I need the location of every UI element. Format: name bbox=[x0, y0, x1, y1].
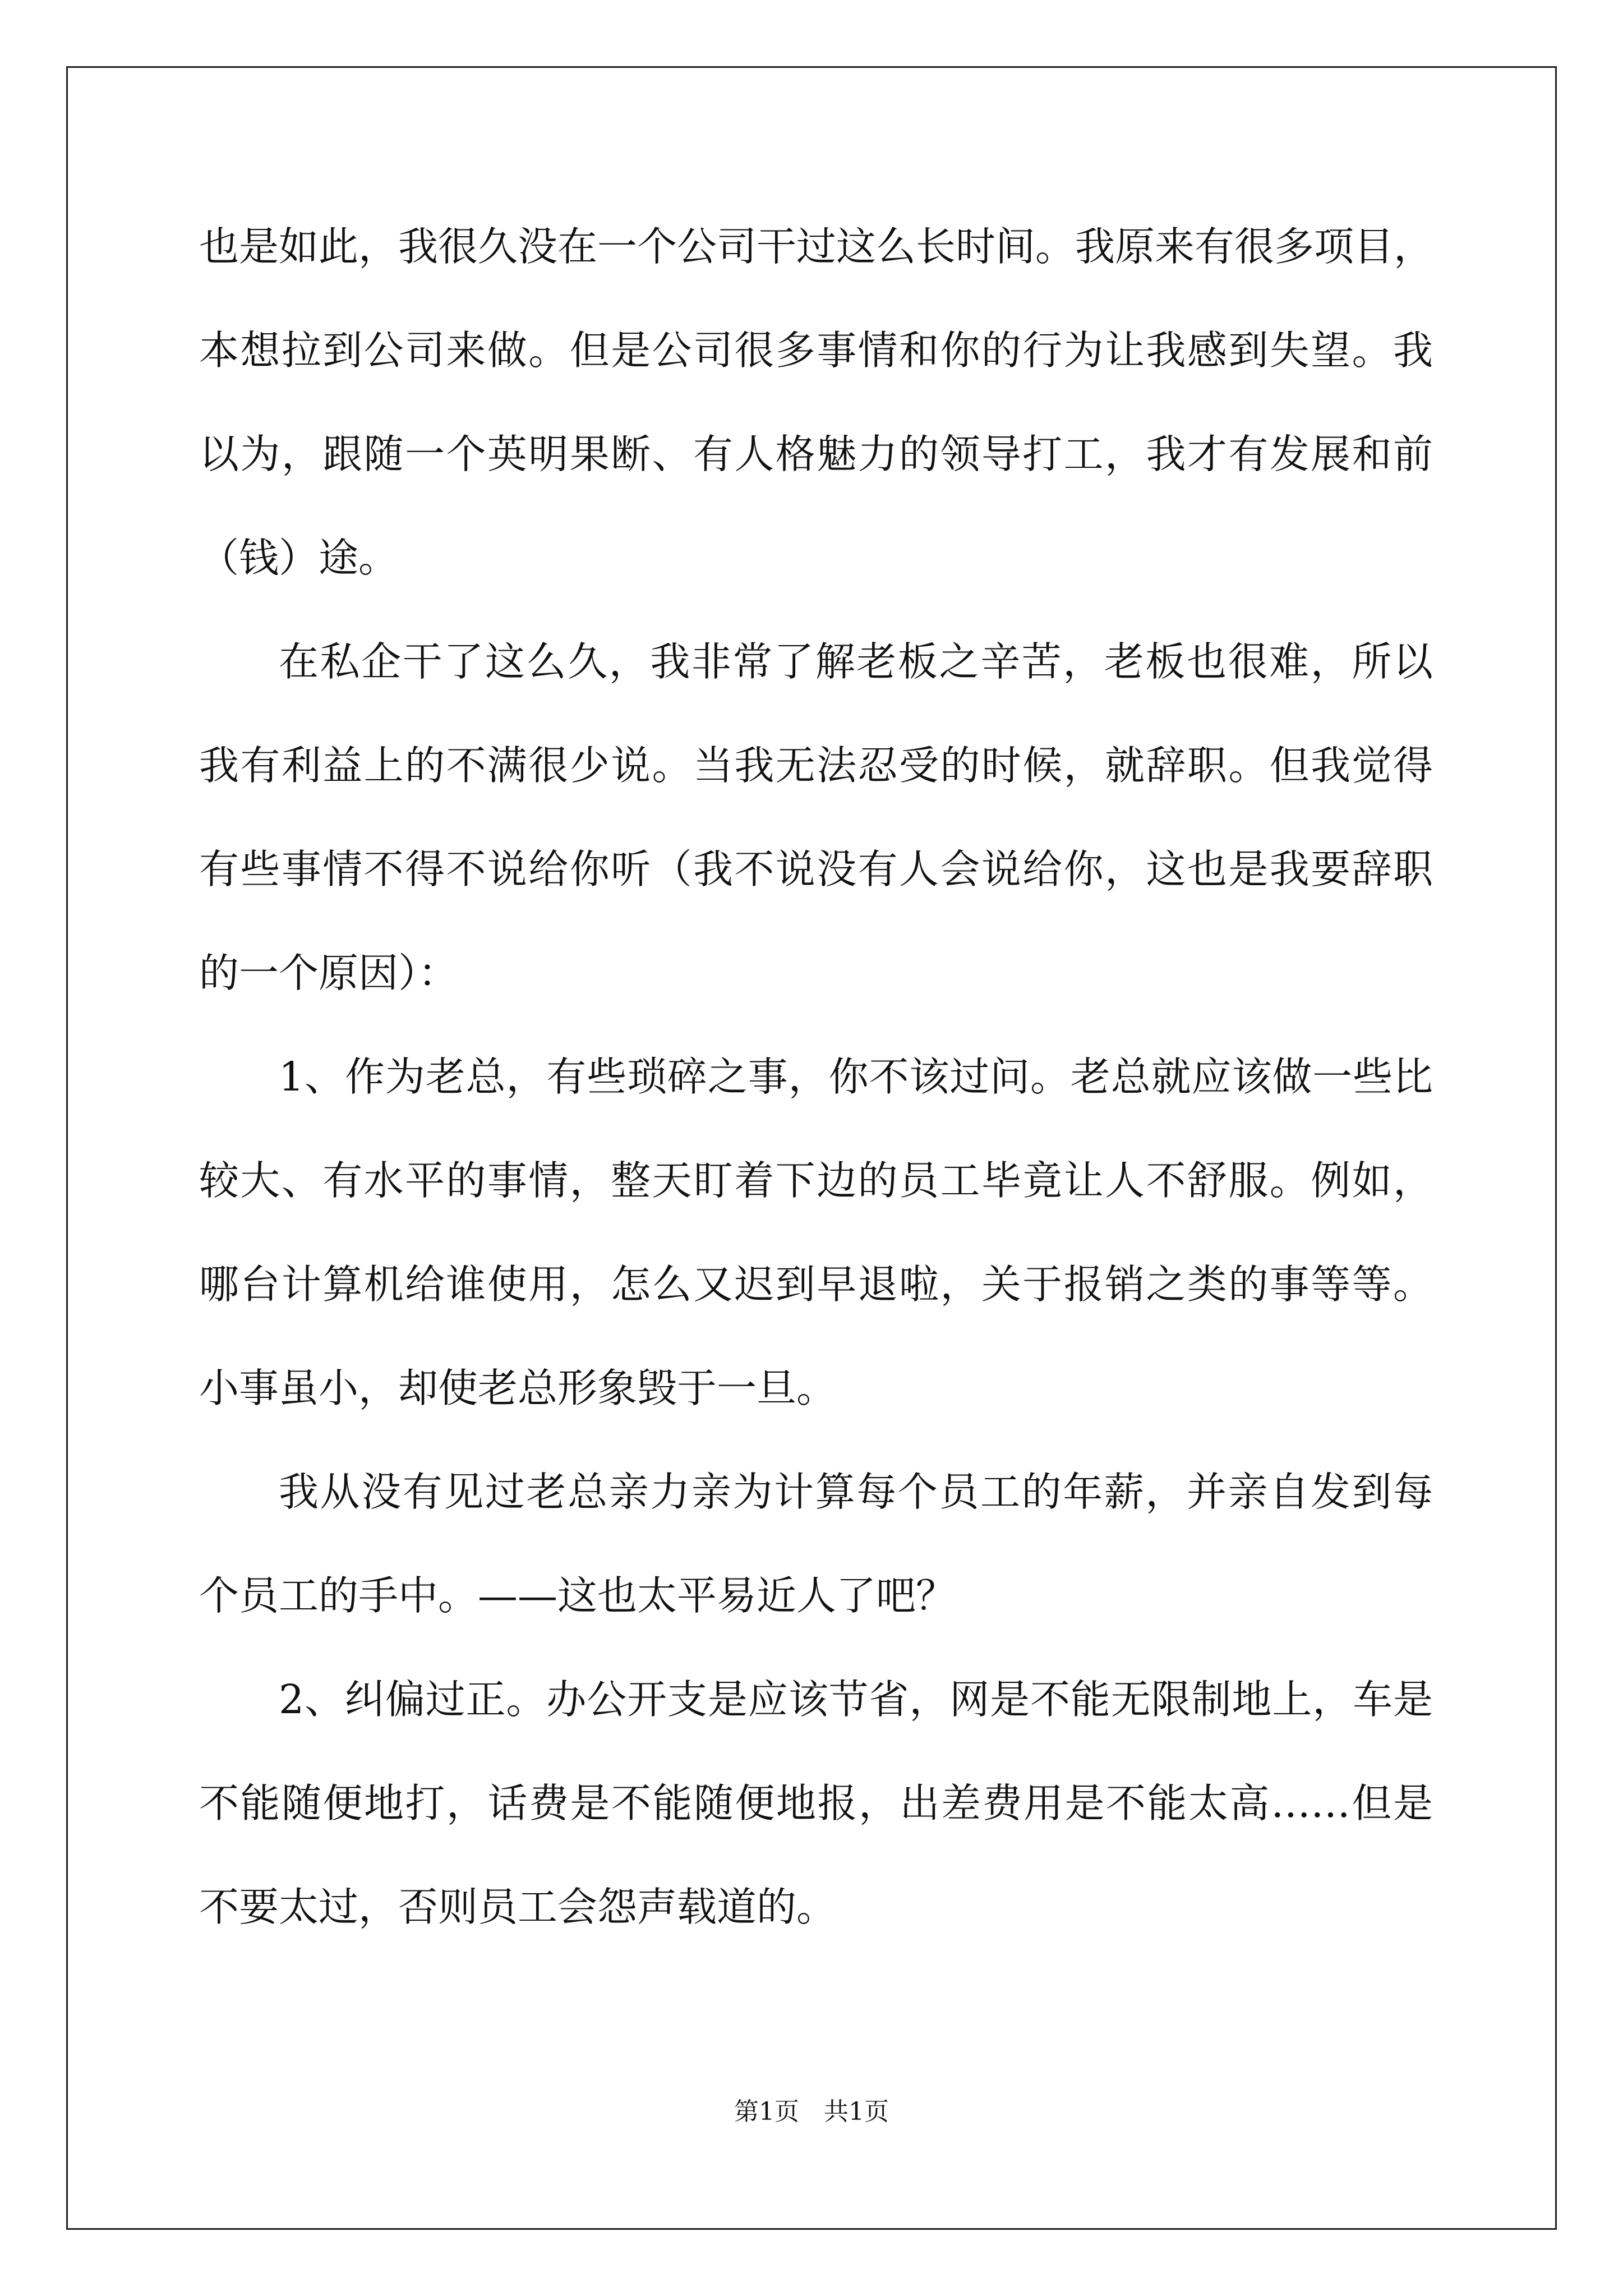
text-line: 以为，跟随一个英明果断、有人格魅力的领导打工，我才有发展和前 bbox=[199, 431, 1433, 477]
document-body bbox=[199, 219, 1433, 1983]
text-line: 2、纠偏过正。办公开支是应该节省，网是不能无限制地上，车是 bbox=[279, 1676, 1433, 1723]
text-line: 有些事情不得不说给你听（我不说没有人会说给你，这也是我要辞职 bbox=[199, 846, 1433, 892]
text-line: 在私企干了这么久，我非常了解老板之辛苦，老板也很难，所以 bbox=[279, 638, 1433, 685]
text-line: 哪台计算机给谁使用，怎么又迟到早退啦，关于报销之类的事等等。 bbox=[199, 1261, 1433, 1308]
page-number: 第1页 bbox=[734, 2097, 799, 2126]
page-footer bbox=[0, 2095, 1623, 2129]
text-line: （钱）途。 bbox=[199, 535, 399, 581]
text-line: 小事虽小，却使老总形象毁于一旦。 bbox=[199, 1365, 837, 1411]
text-line: 的一个原因）： bbox=[199, 950, 458, 996]
text-line: 我从没有见过老总亲力亲为计算每个员工的年薪，并亲自发到每 bbox=[279, 1469, 1433, 1515]
text-line: 1、作为老总，有些琐碎之事，你不该过问。老总就应该做一些比 bbox=[279, 1053, 1433, 1100]
text-line: 不要太过，否则员工会怨声载道的。 bbox=[199, 1884, 837, 1930]
page-total: 共1页 bbox=[824, 2097, 889, 2126]
text-line: 也是如此，我很久没在一个公司干过这么长时间。我原来有很多项目， bbox=[199, 223, 1434, 270]
text-line: 不能随便地打，话费是不能随便地报，出差费用是不能太高……但是 bbox=[199, 1780, 1433, 1826]
text-line: 本想拉到公司来做。但是公司很多事情和你的行为让我感到失望。我 bbox=[199, 327, 1433, 374]
text-line: 个员工的手中。——这也太平易近人了吧？ bbox=[199, 1572, 956, 1619]
text-line: 我有利益上的不满很少说。当我无法忍受的时候，就辞职。但我觉得 bbox=[199, 742, 1433, 789]
text-line: 较大、有水平的事情，整天盯着下边的员工毕竟让人不舒服。例如， bbox=[199, 1157, 1433, 1204]
